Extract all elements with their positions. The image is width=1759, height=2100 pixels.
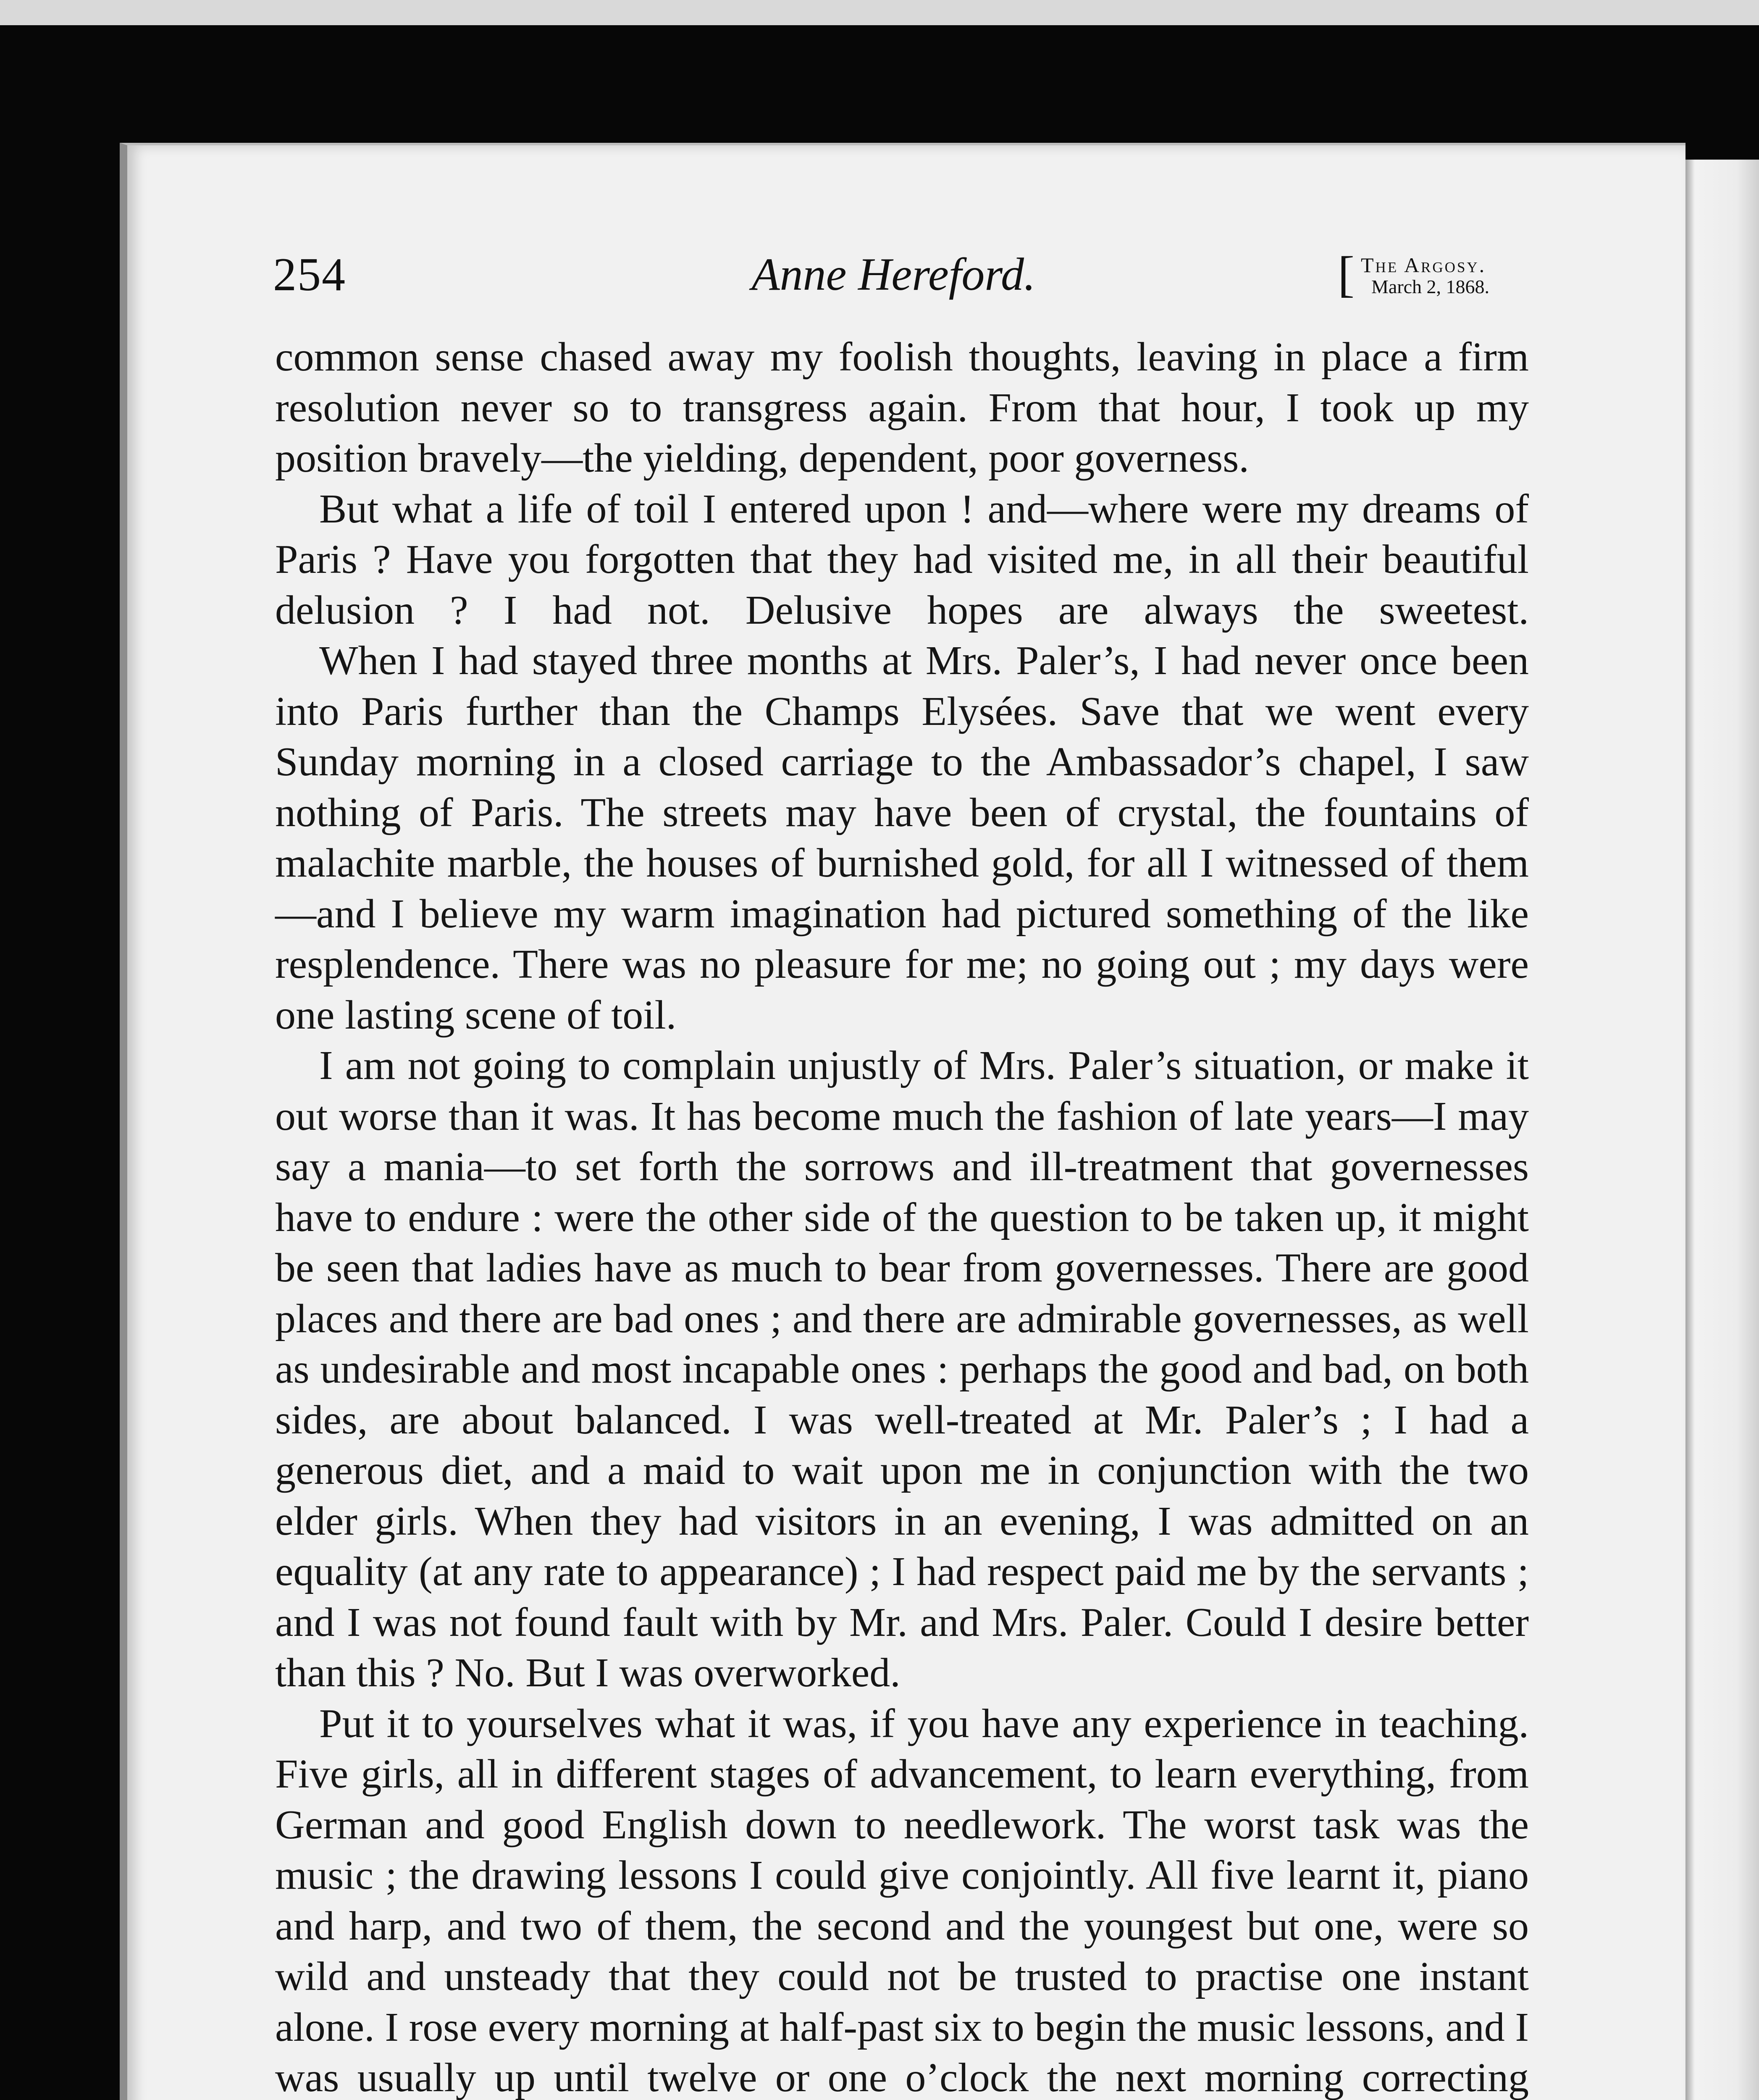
running-title: Anne Hereford. <box>751 249 1036 300</box>
paragraph: But what a life of toil I entered upon ! and—where were my dreams of Paris ? Have you forgotten that they had visited me, in all their beautiful delusion ? I had not. Delusive hopes are always the sweetest. <box>275 486 1529 633</box>
paragraph: When I had stayed three months at Mrs. Paler’s, I had never once been into Paris further than the Champs Elysées. Save that we went every Sunday morning in a closed carriage to the Ambassador’s chapel, I saw nothing of Paris. The streets may have been of crystal, the fountains of malachite marble, the houses of burnished gold, for all I witnessed of them—and I believe my warm imagination had pictured something of the like resplendence. There was no pleasure for me; no going out ; my days were one lasting scene of toil. <box>275 638 1529 1038</box>
paragraph: common sense chased away my foolish thoughts, leaving in place a firm resolution never so to transgress again. From that hour, I took up my position bravely—the yielding, dependent, poor governess. <box>275 334 1529 481</box>
paragraph: I am not going to complain unjustly of Mrs. Paler’s situation, or make it out worse than it was. It has become much the fashion of late years—I may say a mania—to set forth the sorrows and ill-treatment that governesses have to endure : were the other side of the question to be taken up, it might be seen that ladies have as much to bear from governesses. There are good places and there are bad ones ; and there are admirable governesses, as well as undesirable and most incapable ones : perhaps the good and bad, on both sides, are about balanced. I was well-treated at Mr. Paler’s ; I had a generous diet, and a maid to wait upon me in conjunction with the two elder girls. When they had visitors in an evening, I was admitted on an equality (at any rate to appearance) ; I had respect paid me by the servants ; and I was not found fault with by Mr. and Mrs. Paler. Could I desire better than this ? No. But I was overworked. <box>275 1043 1529 1696</box>
journal-reference <box>1338 246 1518 302</box>
journal-name: The Argosy. <box>1361 253 1486 277</box>
scan-top-band <box>0 0 1759 25</box>
page-number: 254 <box>273 249 346 301</box>
issue-date: March 2, 1868. <box>1371 276 1490 297</box>
paragraph: Put it to yourselves what it was, if you have any experience in teaching. Five girls, all in different stages of advancement, to learn everything, from German and good English down to needlework. The worst task was the music ; the drawing lessons I could give conjointly. All five learnt it, piano and harp, and two of them, the second and the youngest but one, were so wild and unsteady that they could not be trusted to practise one instant alone. I rose every morning at half-past six to begin the music lessons, and I was usually up until twelve or one o’clock the next morning correcting <box>275 1701 1529 2100</box>
reference-bracket: [ <box>1338 246 1355 302</box>
body-text <box>275 332 1529 2100</box>
running-head <box>269 248 1518 311</box>
